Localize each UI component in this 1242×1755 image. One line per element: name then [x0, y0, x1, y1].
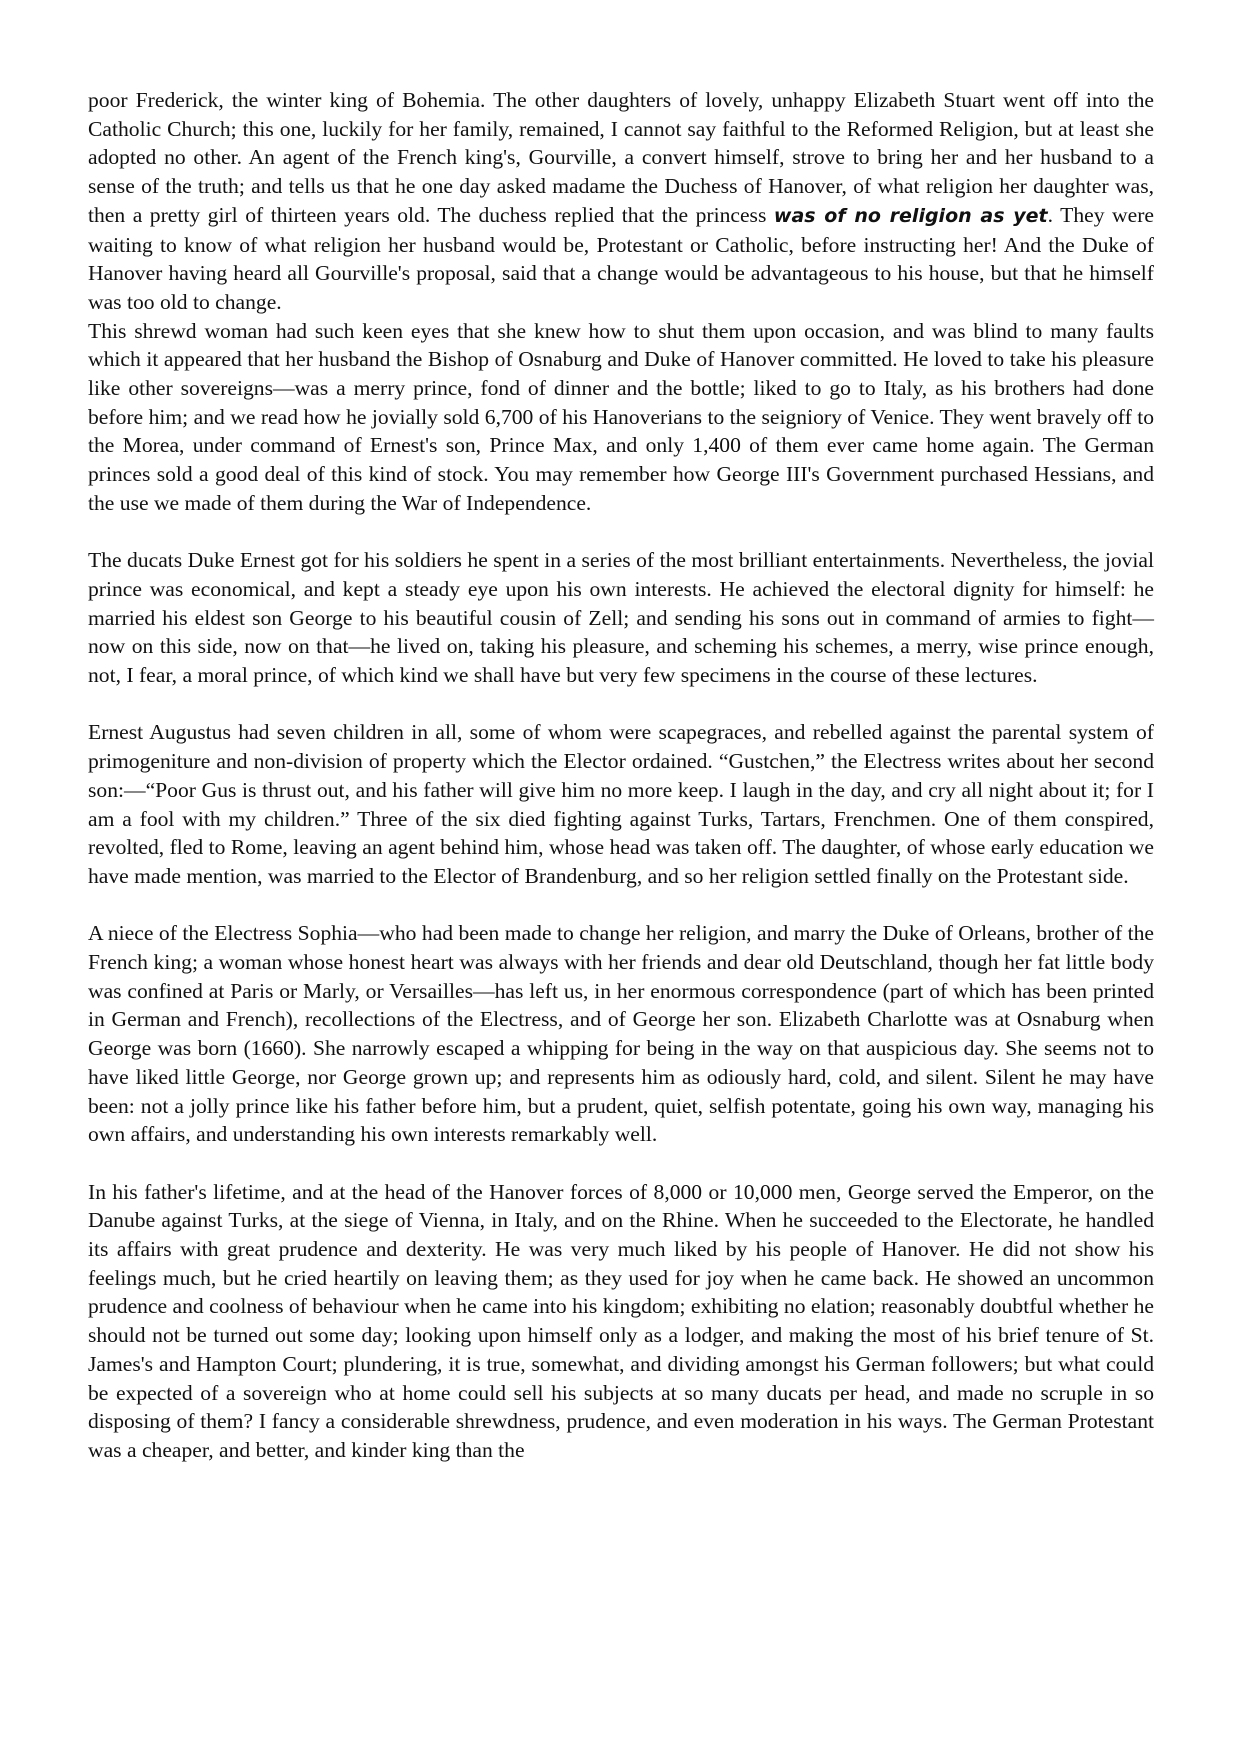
paragraph-ducats: The ducats Duke Ernest got for his soldiers he spent in a series of the most brilliant entertainments. Nevertheless, the jovial prince was economical, and kept a steady eye upon his own interests. He achieved the electoral dignity for himself: he married his eldest son George to his beautiful cousin of Zell; and sending his sons out in command of armies to fight—now on this side, now on that—he lived on, taking his pleasure, and scheming his schemes, a merry, wise prince enough, not, I fear, a moral prince, of which kind we shall have but very few specimens in the course of these lectures.: [88, 548, 1154, 688]
document-page: [88, 86, 1154, 1465]
paragraph-electress-niece: A niece of the Electress Sophia—who had been made to change her religion, and marry the Duke of Orleans, brother of the French king; a woman whose honest heart was always with her friends and dear old Deutschland, though her fat little body was confined at Paris or Marly, or Versailles—has left us, in her enormous correspondence (part of which has been printed in German and French), recollections of the Electress, and of George her son. Elizabeth Charlotte was at Osnaburg when George was born (1660). She narrowly escaped a whipping for being in the way on that auspicious day. She seems not to have liked little George, nor George grown up; and represents him as odiously hard, cold, and silent. Silent he may have been: not a jolly prince like his father before him, but a prudent, quiet, selfish potentate, going his own way, managing his own affairs, and understanding his own interests remarkably well.: [88, 921, 1154, 1147]
paragraph-father-lifetime: In his father's lifetime, and at the head of the Hanover forces of 8,000 or 10,000 men, George served the Emperor, on the Danube against Turks, at the siege of Vienna, in Italy, and on the Rhine. When he succeeded to the Electorate, he handled its affairs with great prudence and dexterity. He was very much liked by his people of Hanover. He did not show his feelings much, but he cried heartily on leaving them; as they used for joy when he came back. He showed an uncommon prudence and coolness of behaviour when he came into his kingdom; exhibiting no elation; reasonably doubtful whether he should not be turned out some day; looking upon himself only as a lodger, and making the most of his brief tenure of St. James's and Hampton Court; plundering, it is true, somewhat, and dividing amongst his German followers; but what could be expected of a sovereign who at home could sell his subjects at so many ducats per head, and made no scruple in so disposing of them? I fancy a considerable shrewdness, prudence, and even moderation in his ways. The German Protestant was a cheaper, and better, and kinder king than the: [88, 1179, 1154, 1462]
paragraph-text: poor Frederick, the winter king of Bohemia. The other daughters of lovely, unhappy Elizabeth Stuart went off into the Catholic Church; this one, luckily for her family, remained, I cannot say faithful to the Reformed Religion, but at least she adopted no other. An agent of the French king's, Gourville, a convert himself, strove to bring her and her husband to a sense of the truth; and tells us that he one day asked madame the Duchess of Hanover, of what religion her daughter was, then a pretty girl of thirteen years old. The duchess replied that the princess: [88, 88, 1154, 227]
paragraph-gourville: [88, 86, 1154, 317]
paragraph-ernest-augustus: Ernest Augustus had seven children in all, some of whom were scapegraces, and rebelled against the parental system of primogeniture and non-division of property which the Elector ordained. “Gustchen,” the Electress writes about her second son:—“Poor Gus is thrust out, and his father will give him no more keep. I laugh in the day, and cry all night about it; for I am a fool with my children.” Three of the six died fighting against Turks, Tartars, Frenchmen. One of them conspired, revolted, fled to Rome, leaving an agent behind him, whose head was taken off. The daughter, of whose early education we have made mention, was married to the Elector of Brandenburg, and so her religion settled finally on the Protestant side.: [88, 720, 1154, 888]
paragraph-text: . They were waiting to know of what religion her husband would be, Protestant or Catholic, before instructing her! And the Duke of Hanover having heard all Gourville's proposal, said that a change would be advantageous to his house, but that he himself was too old to change.: [88, 202, 1154, 314]
paragraph-shrewd-woman: This shrewd woman had such keen eyes that she knew how to shut them upon occasion, and was blind to many faults which it appeared that her husband the Bishop of Osnaburg and Duke of Hanover committed. He loved to take his pleasure like other sovereigns—was a merry prince, fond of dinner and the bottle; liked to go to Italy, as his brothers had done before him; and we read how he jovially sold 6,700 of his Hanoverians to the seigniory of Venice. They went bravely off to the Morea, under command of Ernest's son, Prince Max, and only 1,400 of them ever came home again. The German princes sold a good deal of this kind of stock. You may remember how George III's Government purchased Hessians, and the use we made of them during the War of Independence.: [88, 318, 1154, 515]
emphasized-phrase: was of no religion as yet: [773, 204, 1048, 227]
